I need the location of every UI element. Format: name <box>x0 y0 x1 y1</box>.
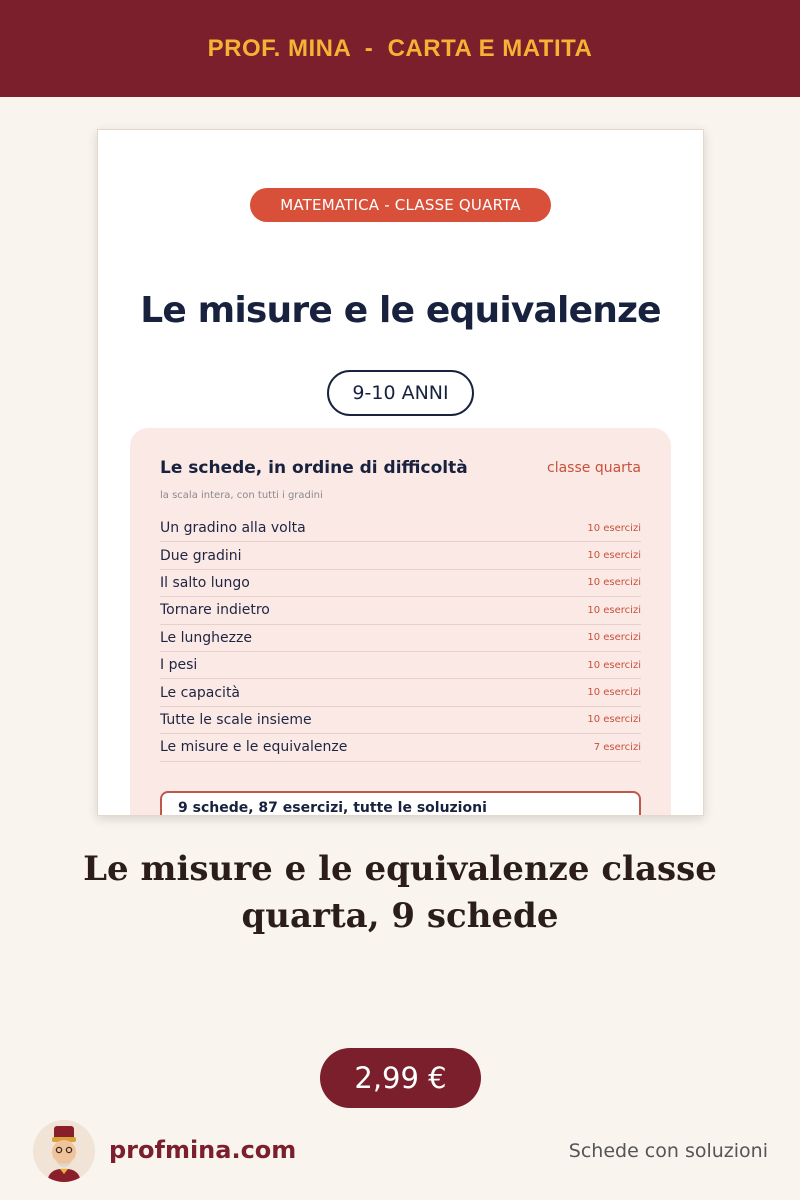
list-item-count: 10 esercizi <box>587 522 641 534</box>
footer-tagline: Schede con soluzioni <box>568 1140 768 1162</box>
list-item <box>160 570 641 597</box>
list-subheading: la scala intera, con tutti i gradini <box>160 490 323 501</box>
list-item <box>160 542 641 569</box>
list-item-name: Un gradino alla volta <box>160 520 306 537</box>
list-item-count: 10 esercizi <box>587 687 641 699</box>
list-item-name: Le capacità <box>160 684 241 701</box>
summary-box <box>160 791 641 816</box>
worksheet-list <box>160 515 641 762</box>
list-heading: Le schede, in ordine di difficoltà <box>160 458 468 478</box>
list-item <box>160 734 641 761</box>
site-link[interactable]: profmina.com <box>109 1136 297 1164</box>
list-item-count: 10 esercizi <box>587 577 641 589</box>
list-item-count: 10 esercizi <box>587 659 641 671</box>
summary-text: 9 schede, 87 esercizi, tutte le soluzioni <box>178 800 487 816</box>
class-tag: classe quarta <box>547 460 641 476</box>
list-item-count: 10 esercizi <box>587 604 641 616</box>
subject-badge: MATEMATICA - CLASSE QUARTA <box>250 188 551 222</box>
list-item <box>160 515 641 542</box>
worksheet-list-panel <box>130 428 671 816</box>
list-item-name: Il salto lungo <box>160 574 250 591</box>
list-item-count: 10 esercizi <box>587 632 641 644</box>
list-item-name: Due gradini <box>160 547 242 564</box>
list-item-name: I pesi <box>160 657 198 674</box>
list-item-name: Tornare indietro <box>160 602 270 619</box>
list-item <box>160 597 641 624</box>
list-item <box>160 625 641 652</box>
list-item-count: 7 esercizi <box>593 741 641 753</box>
list-item <box>160 652 641 679</box>
top-banner <box>0 0 800 97</box>
worksheet-preview[interactable] <box>97 129 704 816</box>
brand-title: PROF. MINA - CARTA E MATITA <box>207 34 593 62</box>
list-item <box>160 707 641 734</box>
age-badge: 9-10 ANNI <box>327 370 474 416</box>
list-item-count: 10 esercizi <box>587 550 641 562</box>
list-item <box>160 679 641 706</box>
list-item-name: Tutte le scale insieme <box>160 711 312 728</box>
list-item-name: Le misure e le equivalenze <box>160 739 348 756</box>
price-badge[interactable]: 2,99 € <box>320 1048 481 1108</box>
worksheet-title: Le misure e le equivalenze <box>140 290 661 331</box>
product-title[interactable]: Le misure e le equivalenze classe quarta, 9 schede <box>83 849 717 936</box>
list-item-name: Le lunghezze <box>160 629 252 646</box>
list-item-count: 10 esercizi <box>587 714 641 726</box>
teacher-avatar-icon <box>33 1120 95 1182</box>
